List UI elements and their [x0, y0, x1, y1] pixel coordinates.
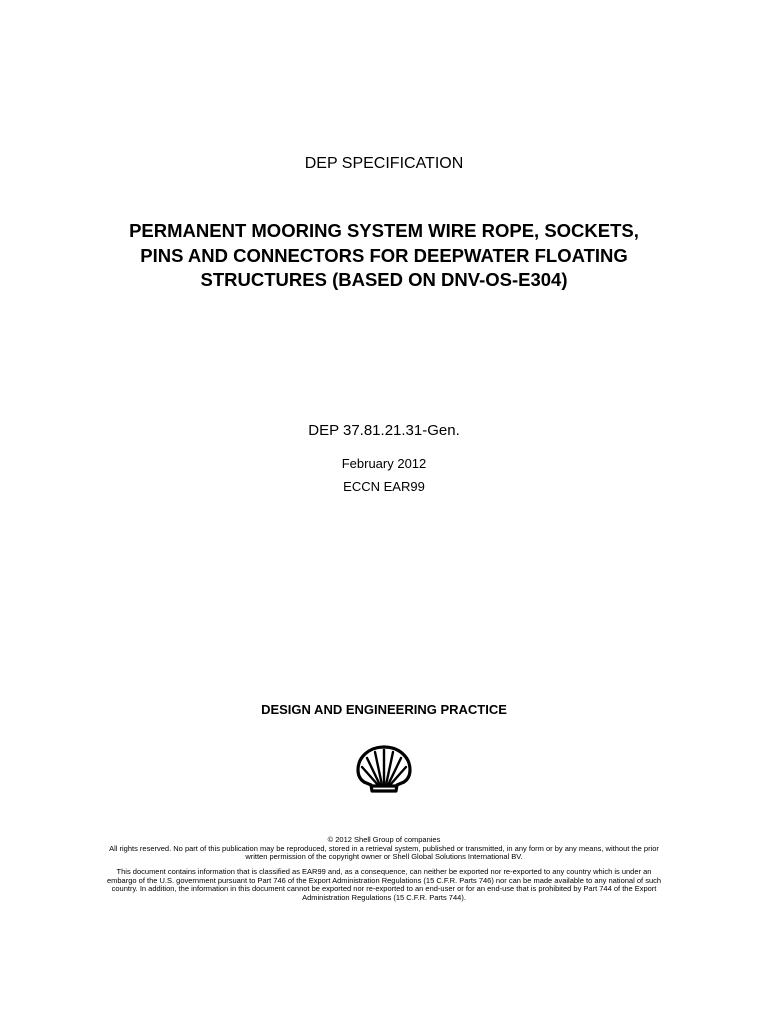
document-title-line-1: PERMANENT MOORING SYSTEM WIRE ROPE, SOCKETS,	[129, 220, 639, 241]
copyright-line: All rights reserved. No part of this publication may be reproduced, stored in a retrieval system, published or transmitted, in any form or by any means, without the prior	[109, 843, 659, 853]
export-notice-line: This document contains information that is classified as EAR99 and, as a consequence, can neither be exported nor re-exported to any country which is under an	[116, 867, 652, 876]
document-type-label: DEP SPECIFICATION	[304, 155, 464, 172]
export-control-notice	[94, 868, 674, 902]
practice-label: DESIGN AND ENGINEERING PRACTICE	[261, 702, 507, 717]
document-title	[84, 219, 684, 293]
export-notice-line: embargo of the U.S. government pursuant to Part 746 of the Export Administration Regulations (15 C.F.R. Parts 746) nor can be made available to any national of such	[106, 875, 662, 885]
copyright-notice	[94, 836, 674, 862]
export-notice-line: country. In addition, the information in this document cannot be exported nor re-exported to an end-user or for an end-use that is prohibited by Part 744 of the Export	[111, 884, 657, 894]
document-title-line-3: STRUCTURES (BASED ON DNV-OS-E304)	[200, 269, 568, 290]
document-number: DEP 37.81.21.31-Gen.	[308, 422, 460, 439]
copyright-line: © 2012 Shell Group of companies	[327, 835, 441, 844]
document-date: February 2012	[341, 456, 427, 471]
copyright-line: written permission of the copyright owner or Shell Global Solutions International BV.	[245, 852, 523, 862]
document-title-line-2: PINS AND CONNECTORS FOR DEEPWATER FLOATING	[140, 244, 628, 266]
export-notice-line: Administration Regulations (15 C.F.R. Parts 744).	[302, 892, 466, 902]
document-eccn: ECCN EAR99	[343, 479, 425, 494]
shell-logo-icon	[355, 745, 413, 795]
